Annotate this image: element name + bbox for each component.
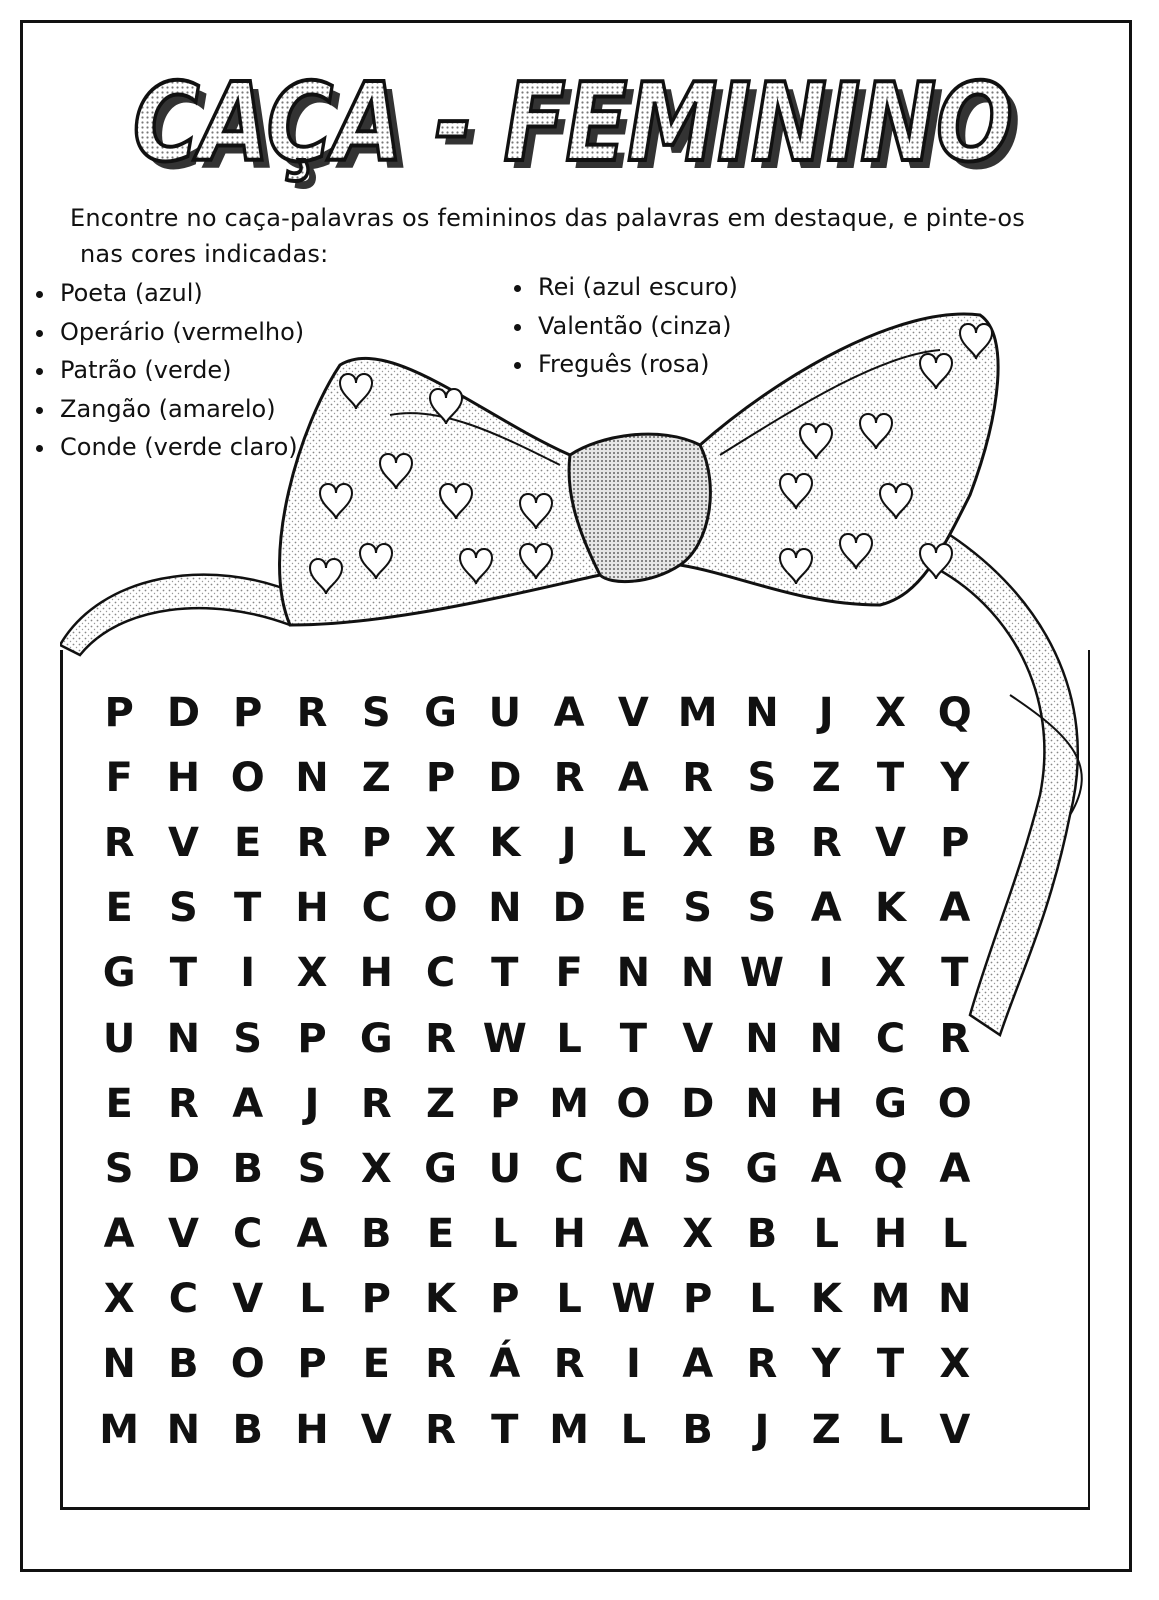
grid-row	[87, 810, 987, 875]
grid-letter[interactable]: H	[873, 1211, 908, 1258]
grid-row	[87, 680, 987, 745]
grid-letter[interactable]: M	[549, 1080, 590, 1127]
grid-letter[interactable]: X	[296, 950, 328, 997]
grid-letter[interactable]: J	[818, 689, 834, 736]
grid-letter[interactable]: B	[168, 1341, 199, 1388]
grid-letter[interactable]: M	[677, 689, 718, 736]
word-list-item: Poeta (azul)	[32, 274, 304, 313]
grid-letter[interactable]: R	[360, 1080, 392, 1127]
grid-letter[interactable]: O	[423, 885, 458, 932]
grid-letter[interactable]: D	[488, 754, 522, 801]
grid-letter[interactable]: R	[296, 819, 328, 866]
grid-letter[interactable]: X	[939, 1341, 971, 1388]
grid-letter[interactable]: S	[747, 754, 777, 801]
grid-letter[interactable]: X	[875, 950, 906, 997]
grid-letter[interactable]: H	[295, 1406, 329, 1453]
grid-letter[interactable]: H	[809, 1080, 843, 1127]
grid-letter[interactable]: V	[232, 1276, 264, 1323]
grid-letter[interactable]: S	[361, 689, 391, 736]
grid-letter[interactable]: R	[810, 819, 842, 866]
grid-letter[interactable]: V	[360, 1406, 392, 1453]
grid-letter[interactable]: T	[169, 950, 198, 997]
word-list-item: Valentão (cinza)	[510, 307, 738, 346]
grid-letter[interactable]: A	[939, 1145, 971, 1192]
grid-letter[interactable]: C	[233, 1211, 263, 1258]
grid-letter[interactable]: X	[682, 819, 714, 866]
grid-letter[interactable]: Á	[489, 1341, 521, 1388]
grid-letter[interactable]: S	[169, 885, 198, 932]
grid-letter[interactable]: L	[556, 1015, 582, 1062]
grid-letter[interactable]: P	[361, 1276, 391, 1323]
title-graphic	[95, 40, 1055, 200]
grid-letter[interactable]: B	[232, 1145, 263, 1192]
grid-letter[interactable]: G	[424, 689, 457, 736]
grid-letter[interactable]: G	[745, 1145, 779, 1192]
grid-letter[interactable]: N	[745, 1015, 779, 1062]
grid-letter[interactable]: B	[746, 819, 778, 866]
grid-letter[interactable]: E	[105, 885, 133, 932]
grid-letter[interactable]: A	[617, 1211, 649, 1258]
title-shadow: CAÇA - FEMININO	[141, 69, 1021, 194]
grid-letter[interactable]: B	[361, 1211, 392, 1258]
grid-letter[interactable]: P	[490, 1276, 520, 1323]
grid-letter[interactable]: R	[682, 754, 714, 801]
word-list-item: Patrão (verde)	[32, 351, 304, 390]
grid-letter[interactable]: J	[561, 819, 577, 866]
word-list-item: Zangão (amarelo)	[32, 390, 304, 429]
grid-letter[interactable]: B	[232, 1406, 263, 1453]
grid-letter[interactable]: A	[810, 885, 842, 932]
grid-letter[interactable]: J	[754, 1406, 770, 1453]
grid-letter[interactable]: L	[620, 819, 647, 866]
grid-letter[interactable]: D	[166, 1145, 201, 1192]
grid-letter[interactable]: O	[937, 1080, 972, 1127]
grid-letter[interactable]: L	[299, 1276, 325, 1323]
word-list-item: Conde (verde claro)	[32, 428, 304, 467]
grid-letter[interactable]: T	[941, 950, 969, 997]
grid-letter[interactable]: S	[297, 1145, 327, 1192]
grid-row	[87, 1267, 987, 1332]
grid-letter[interactable]: H	[166, 754, 201, 801]
grid-row	[87, 1397, 987, 1462]
word-list-left	[32, 274, 304, 467]
grid-letter[interactable]: P	[233, 689, 263, 736]
grid-letter[interactable]: U	[488, 1145, 522, 1192]
grid-letter[interactable]: N	[488, 885, 522, 932]
grid-letter[interactable]: E	[362, 1341, 390, 1388]
grid-letter[interactable]: W	[611, 1276, 656, 1323]
grid-letter[interactable]: Y	[940, 754, 970, 801]
grid-letter[interactable]: P	[683, 1276, 713, 1323]
grid-letter[interactable]: K	[810, 1276, 842, 1323]
grid-row	[87, 745, 987, 810]
grid-letter[interactable]: X	[875, 689, 906, 736]
grid-letter[interactable]: H	[552, 1211, 586, 1258]
grid-letter[interactable]: U	[102, 1015, 136, 1062]
grid-letter[interactable]: I	[625, 1341, 641, 1388]
grid-letter[interactable]: R	[425, 1015, 456, 1062]
grid-letter[interactable]: C	[554, 1145, 584, 1192]
grid-letter[interactable]: X	[682, 1211, 714, 1258]
grid-row	[87, 1071, 987, 1136]
grid-letter[interactable]: T	[491, 1406, 519, 1453]
grid-letter[interactable]: V	[617, 689, 649, 736]
grid-letter[interactable]: A	[296, 1211, 328, 1258]
grid-letter[interactable]: R	[168, 1080, 199, 1127]
grid-letter[interactable]: S	[683, 885, 713, 932]
grid-letter[interactable]: P	[490, 1080, 520, 1127]
grid-letter[interactable]: A	[810, 1145, 842, 1192]
grid-letter[interactable]: I	[818, 950, 834, 997]
grid-letter[interactable]: R	[553, 754, 585, 801]
grid-letter[interactable]: L	[877, 1406, 904, 1453]
grid-letter[interactable]: W	[739, 950, 785, 997]
grid-letter[interactable]: G	[874, 1080, 907, 1127]
grid-row	[87, 941, 987, 1006]
grid-letter[interactable]: C	[425, 950, 456, 997]
grid-letter[interactable]: U	[488, 689, 522, 736]
grid-letter[interactable]: L	[620, 1406, 647, 1453]
grid-letter[interactable]: N	[745, 1080, 779, 1127]
grid-letter[interactable]: R	[296, 689, 328, 736]
grid-letter[interactable]: P	[940, 819, 970, 866]
grid-letter[interactable]: V	[682, 1015, 714, 1062]
grid-letter[interactable]: T	[619, 1015, 648, 1062]
grid-letter[interactable]: T	[491, 950, 519, 997]
grid-letter[interactable]: H	[295, 885, 329, 932]
grid-letter[interactable]: O	[230, 1341, 265, 1388]
word-list-item: Freguês (rosa)	[510, 345, 738, 384]
grid-letter[interactable]: S	[233, 1015, 263, 1062]
grid-letter[interactable]: N	[680, 950, 715, 997]
grid-letter[interactable]: S	[104, 1145, 134, 1192]
grid-letter[interactable]: L	[492, 1211, 518, 1258]
grid-row	[87, 1136, 987, 1201]
grid-letter[interactable]: P	[104, 689, 134, 736]
grid-letter[interactable]: M	[99, 1406, 140, 1453]
grid-letter[interactable]: Q	[937, 689, 972, 736]
grid-letter[interactable]: S	[683, 1145, 713, 1192]
grid-letter[interactable]: G	[102, 950, 136, 997]
grid-letter[interactable]: T	[876, 754, 905, 801]
title-banner	[95, 40, 1055, 200]
grid-letter[interactable]: R	[425, 1406, 456, 1453]
grid-letter[interactable]: D	[681, 1080, 715, 1127]
grid-row	[87, 1332, 987, 1397]
grid-letter[interactable]: L	[813, 1211, 839, 1258]
grid-letter[interactable]: R	[103, 819, 135, 866]
grid-letter[interactable]: F	[105, 754, 133, 801]
grid-letter[interactable]: R	[939, 1015, 971, 1062]
grid-letter[interactable]: P	[425, 754, 456, 801]
grid-letter[interactable]: Z	[426, 1080, 456, 1127]
grid-letter[interactable]: V	[167, 1211, 199, 1258]
grid-letter[interactable]: P	[297, 1341, 327, 1388]
grid-letter[interactable]: K	[489, 819, 521, 866]
grid-letter[interactable]: N	[102, 1341, 136, 1388]
grid-letter[interactable]: P	[361, 819, 391, 866]
grid-letter[interactable]: S	[747, 885, 777, 932]
grid-letter[interactable]: C	[361, 885, 391, 932]
grid-letter[interactable]: A	[553, 689, 585, 736]
instructions-line-2: nas cores indicadas:	[80, 240, 329, 268]
grid-letter[interactable]: N	[166, 1406, 201, 1453]
grid-letter[interactable]: C	[168, 1276, 199, 1323]
grid-row	[87, 876, 987, 941]
grid-letter[interactable]: X	[360, 1145, 392, 1192]
grid-letter[interactable]: J	[304, 1080, 320, 1127]
grid-letter[interactable]: G	[359, 1015, 393, 1062]
grid-letter[interactable]: E	[619, 885, 648, 932]
grid-letter[interactable]: V	[939, 1406, 971, 1453]
grid-letter[interactable]: D	[552, 885, 586, 932]
grid-letter[interactable]: B	[746, 1211, 778, 1258]
grid-letter[interactable]: Y	[811, 1341, 841, 1388]
grid-letter[interactable]: I	[240, 950, 256, 997]
grid-letter[interactable]: T	[234, 885, 262, 932]
grid-letter[interactable]: V	[167, 819, 199, 866]
grid-letter[interactable]: N	[616, 1145, 651, 1192]
grid-letter[interactable]: R	[425, 1341, 456, 1388]
grid-letter[interactable]: L	[556, 1276, 582, 1323]
grid-letter[interactable]: H	[359, 950, 393, 997]
grid-letter[interactable]: Z	[361, 754, 391, 801]
grid-letter[interactable]: K	[875, 885, 907, 932]
grid-letter[interactable]: N	[166, 1015, 201, 1062]
grid-letter[interactable]: E	[234, 819, 262, 866]
grid-letter[interactable]: Z	[811, 754, 841, 801]
grid-letter[interactable]: Z	[811, 1406, 841, 1453]
grid-row	[87, 1006, 987, 1071]
grid-letter[interactable]: N	[938, 1276, 972, 1323]
grid-letter[interactable]: G	[424, 1145, 457, 1192]
grid-letter[interactable]: N	[295, 754, 329, 801]
grid-letter[interactable]: N	[809, 1015, 843, 1062]
grid-letter[interactable]: R	[553, 1341, 585, 1388]
grid-letter[interactable]: E	[105, 1080, 133, 1127]
grid-letter[interactable]: W	[482, 1015, 527, 1062]
grid-letter[interactable]: C	[875, 1015, 906, 1062]
grid-letter[interactable]: N	[745, 689, 779, 736]
grid-letter[interactable]: E	[426, 1211, 455, 1258]
grid-letter[interactable]: N	[616, 950, 651, 997]
grid-letter[interactable]: A	[232, 1080, 264, 1127]
grid-letter[interactable]: K	[425, 1276, 457, 1323]
grid-row	[87, 1202, 987, 1267]
instructions	[70, 200, 1130, 272]
word-list-item: Operário (vermelho)	[32, 313, 304, 352]
grid-letter[interactable]: L	[942, 1211, 968, 1258]
grid-letter[interactable]: V	[875, 819, 906, 866]
grid-letter[interactable]: O	[616, 1080, 651, 1127]
grid-letter[interactable]: P	[297, 1015, 327, 1062]
grid-letter[interactable]: M	[549, 1406, 590, 1453]
grid-letter[interactable]: R	[746, 1341, 778, 1388]
grid-letter[interactable]: M	[870, 1276, 911, 1323]
grid-letter[interactable]: T	[876, 1341, 905, 1388]
grid-letter[interactable]: Q	[873, 1145, 908, 1192]
page-title: CAÇA - FEMININO	[133, 61, 1013, 186]
grid-letter[interactable]: O	[230, 754, 265, 801]
grid-letter[interactable]: A	[939, 885, 971, 932]
grid-letter[interactable]: A	[617, 754, 649, 801]
grid-letter[interactable]: F	[555, 950, 583, 997]
grid-letter[interactable]: A	[103, 1211, 135, 1258]
grid-letter[interactable]: X	[425, 819, 456, 866]
word-list-item: Rei (azul escuro)	[510, 268, 738, 307]
grid-letter[interactable]: L	[749, 1276, 775, 1323]
word-list-right	[510, 268, 738, 384]
instructions-line-1: Encontre no caça-palavras os femininos das palavras em destaque, e pinte-os	[70, 204, 1025, 232]
grid-letter[interactable]: X	[103, 1276, 135, 1323]
grid-letter[interactable]: D	[166, 689, 201, 736]
word-search-grid	[87, 680, 987, 1462]
grid-letter[interactable]: A	[682, 1341, 714, 1388]
grid-letter[interactable]: B	[682, 1406, 713, 1453]
